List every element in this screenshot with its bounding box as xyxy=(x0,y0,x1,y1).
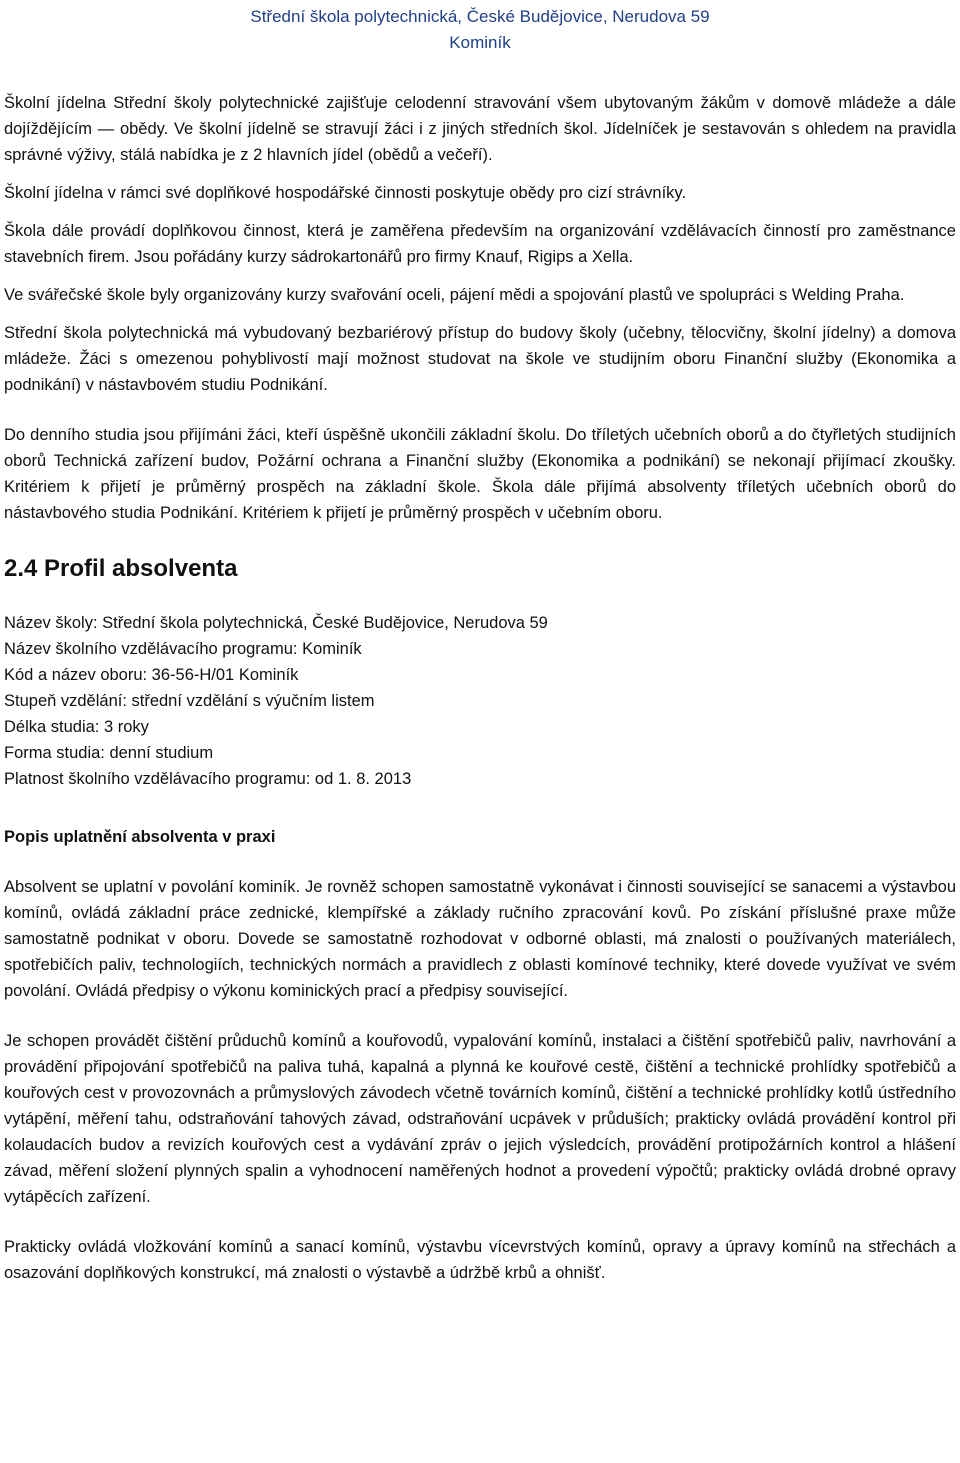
paragraph-graduate-practice: Prakticky ovládá vložkování komínů a sanací komínů, výstavbu vícevrstvých komínů, opravy a úpravy komínů na střechách a osazování doplňkových konstrukcí, má znalosti o výstavbě a údržbě krbů a ohnišť. xyxy=(4,1238,956,1282)
paragraph-canteen-extra: Školní jídelna v rámci své doplňkové hospodářské činnosti poskytuje obědy pro cizí strávníky. xyxy=(4,184,687,202)
paragraph-accessibility: Střední škola polytechnická má vybudovaný bezbariérový přístup do budovy školy (učebny, tělocvičny, školní jídelny) a domova mládeže. Žáci s omezenou pohyblivostí mají možnost studovat na škole ve studijním oboru Finanční služby (Ekonomika a podnikání) v nástavbovém studiu Podnikání. xyxy=(4,324,956,394)
subheading: Popis uplatnění absolventa v praxi xyxy=(4,828,276,846)
meta-study-form: Forma studia: denní studium xyxy=(4,744,214,762)
meta-field-code: Kód a název oboru: 36-56-H/01 Kominík xyxy=(4,666,299,684)
header-program: Kominík xyxy=(449,33,511,52)
meta-validity: Platnost školního vzdělávacího programu: od 1. 8. 2013 xyxy=(4,770,412,788)
program-meta xyxy=(4,610,956,792)
meta-school-name: Název školy: Střední škola polytechnická, České Budějovice, Nerudova 59 xyxy=(4,614,548,632)
paragraph-graduate-profile: Absolvent se uplatní v povolání kominík. Je rovněž schopen samostatně vykonávat i činnosti související se sanacemi a výstavbou komínů, ovládá základní práce zednické, klempířské a základy ručního zpracování kovů. Po získání příslušné praxe může samostatně podnikat v oboru. Dovede se samostatně rozhodovat v odborné oblasti, má znalosti o používaných materiálech, spotřebičích paliv, technologiích, technických normách a pravidlech z oblasti komínové techniky, které dovede využívat ve svém povolání. Ovládá předpisy o výkonu kominických prací a předpisy související. xyxy=(4,878,956,1000)
paragraph-graduate-skills: Je schopen provádět čištění průduchů komínů a kouřovodů, vypalování komínů, instalaci a čištění spotřebičů paliv, navrhování a provádění připojování spotřebičů na paliva tuhá, kapalná a plynná ke kouřové cestě, čištění a technické prohlídky spotřebičů a kouřových cest v provozovnách a průmyslových závodech včetně továrních komínů, čištění a technické prohlídky kotlů ústředního vytápění, měření tahu, odstraňování tahových závad, odstraňování ucpávek v průduších; prakticky ovládá provádění kontrol při kolaudacích budov a revizích kouřových cest a vydávání zpráv o jejich výsledcích, provádění protipožárních kontrol a hlášení závad, měření složení plynných spalin a vyhodnocení naměřených hodnot a provedení výpočtů; prakticky ovládá drobné opravy vytápěcích zařízení. xyxy=(4,1032,956,1206)
document-body xyxy=(4,90,956,1286)
paragraph-admission: Do denního studia jsou přijímáni žáci, kteří úspěšně ukončili základní školu. Do tříletých učebních oborů a do čtyřletých studijních oborů Technická zařízení budov, Požární ochrana a Finanční služby (Ekonomika a podnikání) se nekonají přijímací zkoušky. Kritériem k přijetí je průměrný prospěch na základní škole. Škola dále přijímá absolventy tříletých učebních oborů do nástavbového studia Podnikání. Kritériem k přijetí je průměrný prospěch v učebním oboru. xyxy=(4,426,956,522)
meta-study-length: Délka studia: 3 roky xyxy=(4,718,149,736)
paragraph-canteen: Školní jídelna Střední školy polytechnické zajišťuje celodenní stravování všem ubytovaným žákům v domově mládeže a dále dojíždějícím — obědy. Ve školní jídelně se stravují žáci i z jiných středních škol. Jídelníček je sestavován s ohledem na pravidla správné výživy, stálá nabídka je z 2 hlavních jídel (obědů a večeří). xyxy=(4,94,956,164)
meta-program-name: Název školního vzdělávacího programu: Kominík xyxy=(4,640,362,658)
paragraph-welding-school: Ve svářečské škole byly organizovány kurzy svařování oceli, pájení mědi a spojování plastů ve spolupráci s Welding Praha. xyxy=(4,286,905,304)
paragraph-additional-activity: Škola dále provádí doplňkovou činnost, která je zaměřena především na organizování vzdělávacích činností pro zaměstnance stavebních firem. Jsou pořádány kurzy sádrokartonářů pro firmy Knauf, Rigips a Xella. xyxy=(4,222,956,266)
section-title: 2.4 Profil absolventa xyxy=(4,555,238,582)
header-school: Střední škola polytechnická, České Budějovice, Nerudova 59 xyxy=(250,7,710,26)
meta-education-level: Stupeň vzdělání: střední vzdělání s výučním listem xyxy=(4,692,375,710)
page-header xyxy=(0,4,960,56)
